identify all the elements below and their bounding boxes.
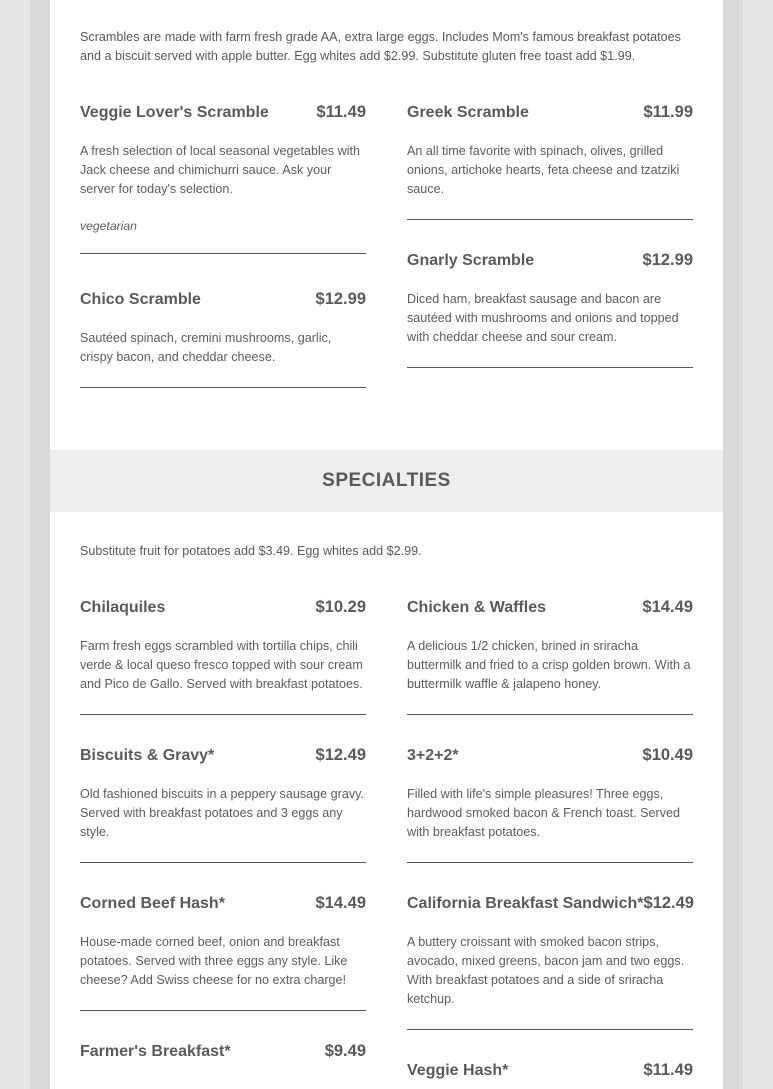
item-description: A delicious 1/2 chicken, brined in sriracha buttermilk and fried to a crisp golden brown. With a buttermilk waffle & jalapeno honey. (407, 639, 691, 691)
menu-item (407, 894, 693, 1030)
item-name: Gnarly Scramble (407, 252, 535, 269)
item-divider (407, 862, 693, 863)
menu-item (407, 598, 693, 715)
item-name: Chicken & Waffles (407, 599, 546, 616)
item-name: Chico Scramble (80, 291, 201, 308)
menu-item (80, 103, 366, 254)
item-description: Old fashioned biscuits in a peppery sausage gravy. Served with breakfast potatoes and 3 eggs any style. (80, 787, 364, 839)
item-price: $10.49 (642, 746, 693, 764)
item-price: $12.99 (642, 251, 693, 269)
menu-item (407, 746, 693, 863)
menu-item (80, 746, 366, 863)
item-description: Sautéed spinach, cremini mushrooms, garlic, crispy bacon, and cheddar cheese. (80, 331, 332, 364)
item-name: California Breakfast Sandwich* (407, 895, 644, 912)
item-description: Filled with life's simple pleasures! Three eggs, hardwood smoked bacon & French toast. Served with breakfast potatoes. (407, 787, 681, 839)
item-tag: vegetarian (80, 219, 137, 233)
item-price: $12.49 (643, 894, 694, 912)
menu-item (407, 103, 693, 220)
item-divider (407, 219, 693, 220)
scrambles-intro: Scrambles are made with farm fresh grade AA, extra large eggs. Includes Mom's famous breakfast potatoes and a biscuit served with apple butter. Egg whites add $2.99. Substitute gluten free toast add $1.99. (80, 30, 681, 63)
item-price: $11.49 (316, 103, 366, 121)
item-name: Biscuits & Gravy* (80, 747, 215, 764)
item-price: $12.49 (315, 746, 366, 764)
item-description: An all time favorite with spinach, olives, grilled onions, artichoke hearts, feta cheese and tzatziki sauce. (407, 144, 680, 196)
item-price: $9.49 (324, 1042, 366, 1060)
menu-item (407, 251, 693, 368)
item-divider (407, 1029, 693, 1030)
menu-item (80, 598, 366, 715)
item-description: A fresh selection of local seasonal vegetables with Jack cheese and chimichurri sauce. Ask your server for today's selection. (80, 144, 361, 196)
item-price: $11.99 (643, 103, 693, 121)
item-name: Veggie Hash* (407, 1062, 509, 1079)
item-divider (80, 387, 366, 388)
item-divider (407, 367, 693, 368)
item-name: Greek Scramble (407, 104, 529, 121)
item-price: $14.49 (315, 894, 366, 912)
item-description: Diced ham, breakfast sausage and bacon are sautéed with mushrooms and onions and topped with cheddar cheese and sour cream. (407, 292, 679, 344)
menu-item (80, 894, 366, 1011)
item-price: $14.49 (642, 598, 693, 616)
item-name: Farmer's Breakfast* (80, 1043, 231, 1060)
item-name: Veggie Lover's Scramble (80, 104, 269, 121)
menu-item (407, 1061, 693, 1085)
item-divider (80, 714, 366, 715)
item-price: $11.49 (643, 1061, 693, 1079)
item-name: Chilaquiles (80, 599, 166, 616)
item-description: Farm fresh eggs scrambled with tortilla chips, chili verde & local queso fresco topped with sour cream and Pico de Gallo. Served with breakfast potatoes. (80, 639, 363, 691)
item-name: 3+2+2* (407, 747, 459, 764)
item-divider (80, 862, 366, 863)
section-header-specialties (50, 450, 723, 512)
item-price: $12.99 (315, 290, 366, 308)
section-title: SPECIALTIES (322, 470, 451, 491)
specialties-intro: Substitute fruit for potatoes add $3.49. Egg whites add $2.99. (80, 544, 422, 558)
item-divider (80, 1010, 366, 1011)
item-description: A buttery croissant with smoked bacon strips, avocado, mixed greens, bacon jam and two eggs. With breakfast potatoes and a side of sriracha ketchup. (407, 935, 685, 1006)
menu-item (80, 290, 366, 388)
menu-item (80, 1042, 366, 1066)
item-description: House-made corned beef, onion and breakfast potatoes. Served with three eggs any style. Like cheese? Add Swiss cheese for no extra charge! (80, 935, 348, 987)
item-name: Corned Beef Hash* (80, 895, 225, 912)
item-divider (407, 714, 693, 715)
item-price: $10.29 (315, 598, 366, 616)
item-divider (80, 253, 366, 254)
menu-page (50, 0, 723, 1089)
